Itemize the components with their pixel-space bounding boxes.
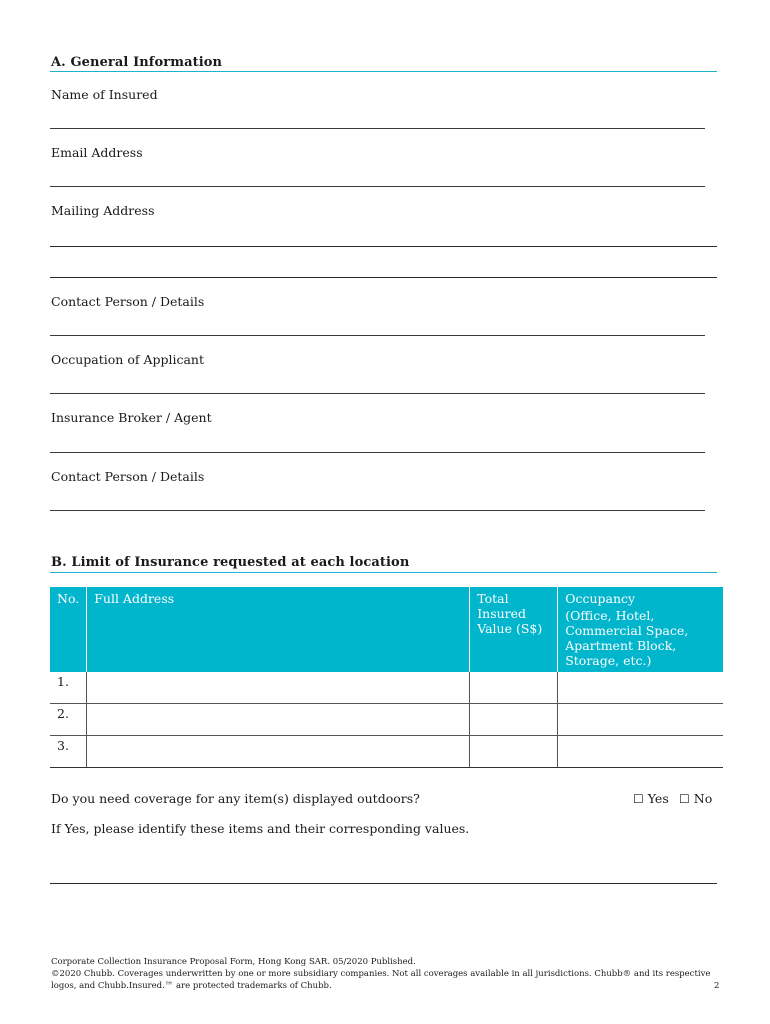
header-occupancy (558, 587, 723, 672)
checkbox-icon[interactable]: ☐ (679, 792, 690, 806)
no-option[interactable] (679, 791, 712, 806)
row-number: 3. (50, 736, 87, 768)
occupancy-cell[interactable] (558, 736, 723, 768)
table-row (50, 704, 723, 736)
occupancy-cell[interactable] (558, 672, 723, 704)
address-cell[interactable] (87, 672, 470, 704)
header-total-insured-value (470, 587, 558, 672)
name-of-insured-field[interactable] (50, 128, 705, 129)
footer-line-3: logos, and Chubb.Insured.™ are protected trademarks of Chubb. (51, 981, 332, 991)
email-address-field[interactable] (50, 186, 705, 187)
name-of-insured-label: Name of Insured (51, 87, 158, 102)
occupancy-cell[interactable] (558, 704, 723, 736)
header-occupancy-title: Occupancy (565, 591, 636, 606)
page-number: 2 (714, 981, 720, 991)
footer-line-2: ©2020 Chubb. Coverages underwritten by one or more subsidiary companies. Not all coverages available in all jurisdictions. Chubb® and its respective (51, 969, 711, 979)
no-label: No (693, 791, 713, 806)
table-header-row (50, 587, 723, 672)
table-row (50, 672, 723, 704)
address-cell[interactable] (87, 704, 470, 736)
section-a-rule (50, 71, 717, 72)
outdoor-follow-up: If Yes, please identify these items and their corresponding values. (51, 821, 470, 836)
table-row (50, 736, 723, 768)
broker-agent-field[interactable] (50, 452, 705, 453)
mailing-address-field-2[interactable] (50, 277, 717, 278)
contact-person-label: Contact Person / Details (51, 294, 205, 309)
mailing-address-label: Mailing Address (51, 203, 155, 218)
value-cell[interactable] (470, 672, 558, 704)
broker-agent-label: Insurance Broker / Agent (51, 410, 212, 425)
contact-person-field[interactable] (50, 335, 705, 336)
yes-label: Yes (647, 791, 669, 806)
broker-contact-person-field[interactable] (50, 510, 705, 511)
checkbox-icon[interactable]: ☐ (633, 792, 644, 806)
address-cell[interactable] (87, 736, 470, 768)
header-occupancy-detail-3: Apartment Block, (565, 638, 677, 653)
occupation-field[interactable] (50, 393, 705, 394)
header-occupancy-detail-1: (Office, Hotel, (565, 608, 655, 623)
header-full-address: Full Address (87, 587, 470, 672)
header-value-line-2: Insured (477, 606, 527, 621)
header-no: No. (50, 587, 87, 672)
section-b-rule (50, 572, 717, 573)
header-value-line-1: Total (477, 591, 509, 606)
footer-text (51, 956, 711, 992)
footer-line-1: Corporate Collection Insurance Proposal Form, Hong Kong SAR. 05/2020 Published. (51, 957, 416, 967)
section-a-title: A. General Information (51, 55, 223, 70)
header-occupancy-detail-2: Commercial Space, (565, 623, 689, 638)
occupation-label: Occupation of Applicant (51, 352, 205, 367)
email-address-label: Email Address (51, 145, 143, 160)
yes-option[interactable] (633, 791, 669, 806)
row-number: 2. (50, 704, 87, 736)
section-b-title: B. Limit of Insurance requested at each location (51, 555, 410, 570)
outdoor-items-field[interactable] (50, 883, 717, 884)
outdoor-question: Do you need coverage for any item(s) displayed outdoors? (51, 791, 420, 806)
header-occupancy-detail-4: Storage, etc.) (565, 653, 652, 668)
value-cell[interactable] (470, 704, 558, 736)
broker-contact-person-label: Contact Person / Details (51, 469, 205, 484)
mailing-address-field-1[interactable] (50, 246, 717, 247)
header-value-line-3: Value (S$) (477, 621, 543, 636)
location-table (50, 587, 723, 768)
row-number: 1. (50, 672, 87, 704)
value-cell[interactable] (470, 736, 558, 768)
